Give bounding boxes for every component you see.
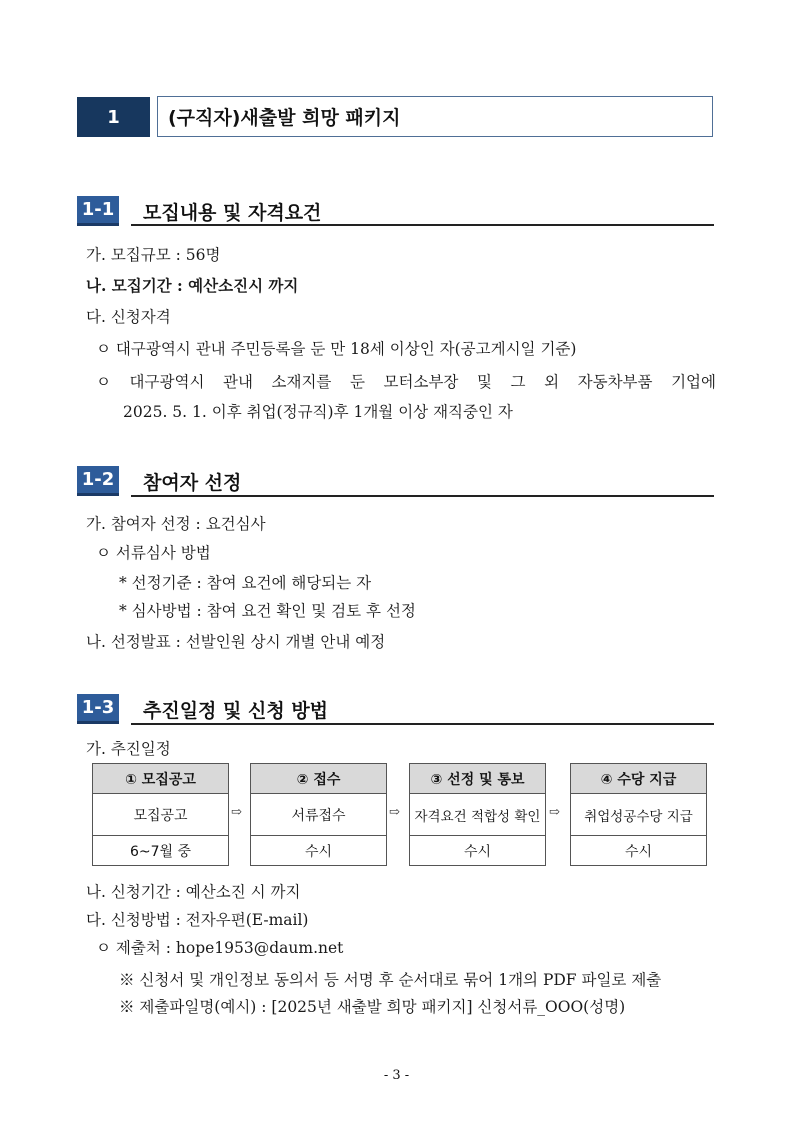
right-arrow-icon: ⇨ [389, 805, 400, 820]
recruit-period: 나. 모집기간 : 예산소진시 까지 [86, 276, 299, 295]
flow-step-3 [409, 763, 546, 866]
right-arrow-icon: ⇨ [231, 805, 242, 820]
flow-step-time: 수시 [304, 843, 333, 860]
page-number: - 3 - [383, 1068, 410, 1083]
note-submission: ※ 신청서 및 개인정보 동의서 등 서명 후 순서대로 묶어 1개의 PDF 파일로 제출 [119, 971, 662, 989]
section-divider [131, 495, 714, 497]
section-number-1-2: 1-2 [77, 466, 119, 496]
flow-step-head: ① 모집공고 [93, 764, 228, 794]
section-number-1-3: 1-3 [77, 694, 119, 724]
flow-step-2 [250, 763, 387, 866]
flow-step-head: ③ 선정 및 통보 [410, 764, 545, 794]
section-divider [131, 723, 714, 725]
flow-step-head: ② 접수 [251, 764, 386, 794]
application-method: 다. 신청방법 : 전자우편(E-mail) [86, 911, 309, 929]
eligibility-heading: 다. 신청자격 [86, 308, 171, 326]
document-review: ㅇ 서류심사 방법 [96, 544, 211, 562]
note-filename: ※ 제출파일명(예시) : [2025년 새출발 희망 패키지] 신청서류_OOO(성명) [119, 998, 626, 1016]
section-title-1-2: 참여자 선정 [143, 472, 242, 494]
flow-step-time: 6~7월 중 [129, 843, 192, 860]
right-arrow-icon: ⇨ [549, 805, 560, 820]
flow-step-1 [92, 763, 229, 866]
section-title-1-3: 추진일정 및 신청 방법 [143, 700, 329, 722]
selection-announcement: 나. 선정발표 : 선발인원 상시 개별 안내 예정 [86, 633, 386, 651]
flow-step-task: 자격요건 적합성 확인 [410, 794, 545, 836]
section-divider [131, 224, 714, 226]
page-title: (구직자)새출발 희망 패키지 [157, 96, 713, 137]
section-number-1-1: 1-1 [77, 196, 119, 226]
flow-step-time: 수시 [624, 843, 653, 860]
flow-step-task: 서류접수 [251, 794, 386, 836]
flow-step-4 [570, 763, 707, 866]
flow-step-task: 모집공고 [93, 794, 228, 836]
application-period: 나. 신청기간 : 예산소진 시 까지 [86, 883, 301, 901]
title-number: 1 [77, 97, 150, 137]
flow-step-time: 수시 [463, 843, 492, 860]
schedule-heading: 가. 추진일정 [86, 740, 171, 758]
section-title-1-1: 모집내용 및 자격요건 [143, 202, 322, 224]
review-method: * 심사방법 : 참여 요건 확인 및 검토 후 선정 [119, 602, 416, 620]
selection-method: 가. 참여자 선정 : 요건심사 [86, 515, 266, 533]
flow-step-head: ④ 수당 지급 [571, 764, 706, 794]
eligibility-item-2-cont: 2025. 5. 1. 이후 취업(정규직)후 1개월 이상 재직중인 자 [123, 403, 513, 421]
selection-criteria: * 선정기준 : 참여 요건에 해당되는 자 [119, 574, 372, 592]
eligibility-item-2: ㅇ 대구광역시 관내 소재지를 둔 모터소부장 및 그 외 자동차부품 기업에 [96, 373, 716, 391]
eligibility-item-1: ㅇ 대구광역시 관내 주민등록을 둔 만 18세 이상인 자(공고게시일 기준) [96, 340, 577, 358]
recruit-size: 가. 모집규모 : 56명 [86, 246, 221, 264]
flow-step-task: 취업성공수당 지급 [571, 794, 706, 836]
submission-email: ㅇ 제출처 : hope1953@daum.net [96, 939, 344, 957]
